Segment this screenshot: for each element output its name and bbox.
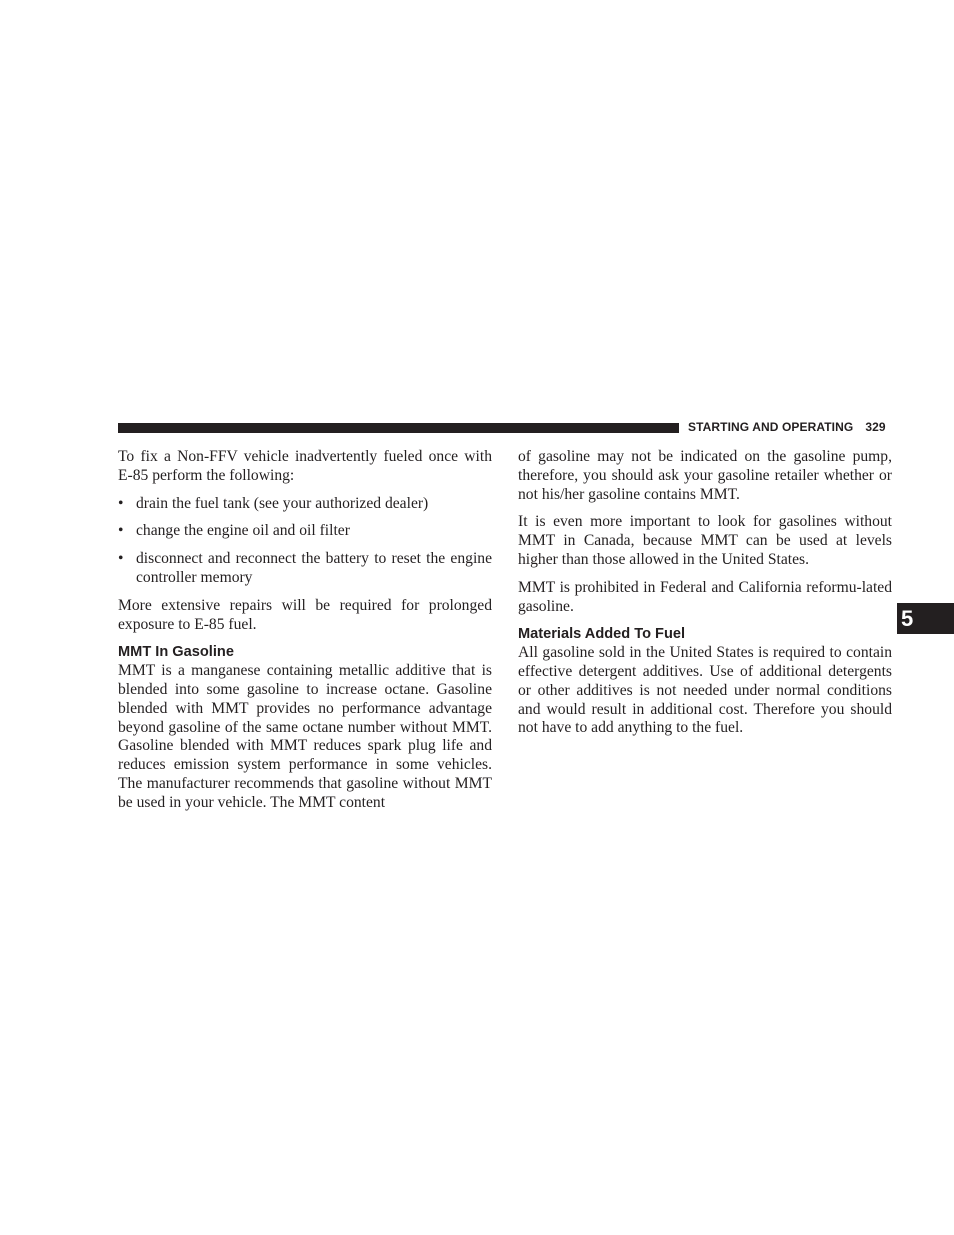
- repairs-paragraph: More extensive repairs will be required for prolonged exposure to E-85 fuel.: [118, 596, 492, 633]
- header-rule: [118, 423, 679, 433]
- materials-paragraph: All gasoline sold in the United States is required to contain effective detergent additives. Use of additional detergents or other additives is not needed under normal conditions and would result in additional cost. Therefore you should not have to add anything to the fuel.: [518, 644, 892, 737]
- right-column: [518, 448, 892, 747]
- section-title: STARTING AND OPERATING: [688, 420, 854, 434]
- materials-heading: Materials Added To Fuel: [518, 626, 686, 643]
- bullet-icon: •: [118, 494, 124, 512]
- running-header: [688, 420, 886, 434]
- list-item: • change the engine oil and oil filter: [118, 522, 350, 540]
- list-item: • disconnect and reconnect the battery to reset the engine controller memory: [118, 550, 492, 586]
- procedure-list: [118, 495, 492, 588]
- bullet-icon: •: [118, 522, 124, 540]
- chapter-tab: 5: [897, 603, 954, 634]
- bullet-icon: •: [118, 550, 124, 568]
- canada-paragraph: It is even more important to look for gasolines without MMT in Canada, because MMT can be used at levels higher than those allowed in the United States.: [518, 513, 892, 568]
- left-column: [118, 448, 492, 822]
- intro-paragraph: To fix a Non-FFV vehicle inadvertently fueled once with E-85 perform the following:: [118, 448, 492, 484]
- mmt-continued-paragraph: of gasoline may not be indicated on the gasoline pump, therefore, you should ask your gasoline retailer whether or not his/her gasoline contains MMT.: [518, 448, 892, 503]
- mmt-heading: MMT In Gasoline: [118, 644, 234, 661]
- mmt-paragraph: MMT is a manganese containing metallic additive that is blended into some gasoline to increase octane. Gasoline blended with MMT provides no performance advantage beyond gasoline of the same octane number without MMT. Gasoline blended with MMT reduces spark plug life and reduces emission system performance in some vehicles. The manufacturer recommends that gasoline without MMT be used in your vehicle. The MMT content: [118, 662, 492, 811]
- page-number: 329: [865, 420, 886, 434]
- prohibited-paragraph: MMT is prohibited in Federal and California reformu-lated gasoline.: [518, 578, 892, 615]
- list-item: • drain the fuel tank (see your authorized dealer): [118, 494, 429, 512]
